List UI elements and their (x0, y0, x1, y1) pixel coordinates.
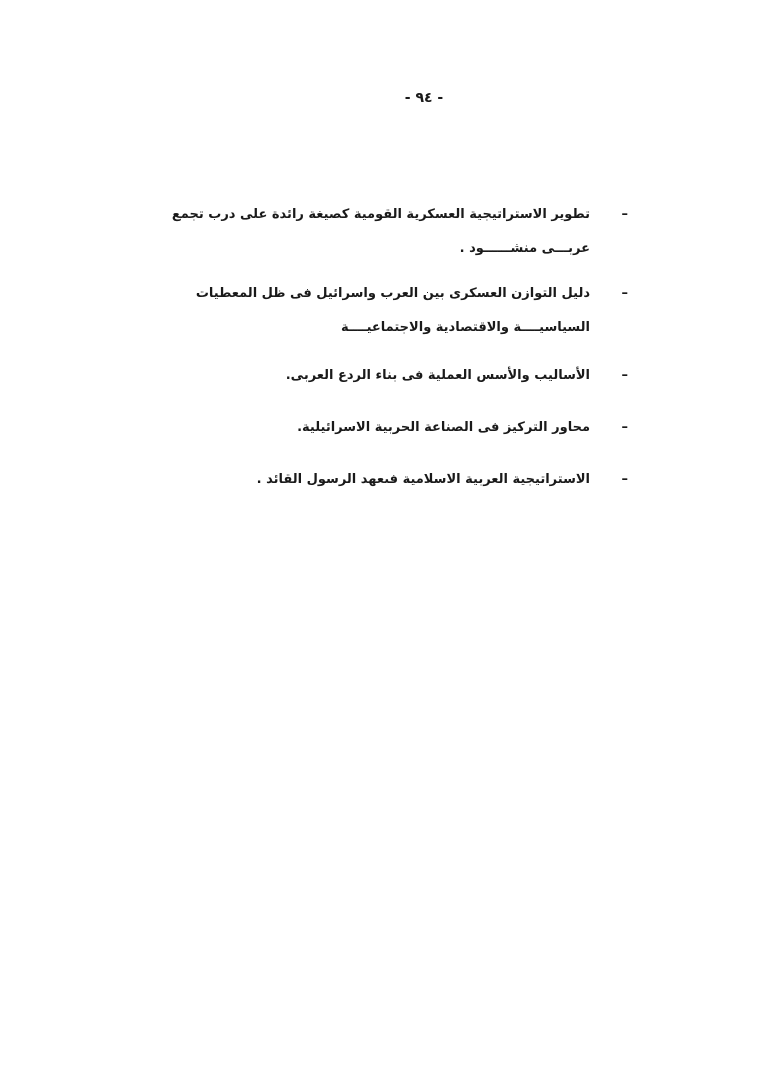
list-item (135, 463, 630, 497)
list-item-text: الاستراتيجية العربية الاسلامية فىعهد الرسول القائد . (256, 472, 590, 487)
list-item-text: دليل التوازن العسكرى بين العرب واسرائيل فى ظل المعطيات السياسيــــة والاقتصادية والاجتماعيــــة (195, 286, 590, 335)
topics-list (135, 198, 630, 497)
list-bullet-dash: – (621, 368, 628, 383)
list-item-text: تطوير الاستراتيجية العسكرية القومية كصيغة رائدة على درب تجمع عربـــى منشــــــود . (171, 207, 590, 256)
list-bullet-dash: – (621, 420, 628, 435)
list-bullet-dash: – (621, 207, 628, 222)
list-bullet-dash: – (621, 286, 628, 301)
list-item (135, 277, 630, 345)
list-item-text: محاور التركيز فى الصناعة الحربية الاسرائيلية. (297, 420, 590, 435)
list-item (135, 359, 630, 393)
list-item (135, 411, 630, 445)
page-number: - ٩٤ - (404, 90, 444, 106)
list-item (135, 198, 630, 266)
list-bullet-dash: – (621, 472, 628, 487)
list-item-text: الأساليب والأسس العملية فى بناء الردع العربى. (285, 368, 590, 383)
